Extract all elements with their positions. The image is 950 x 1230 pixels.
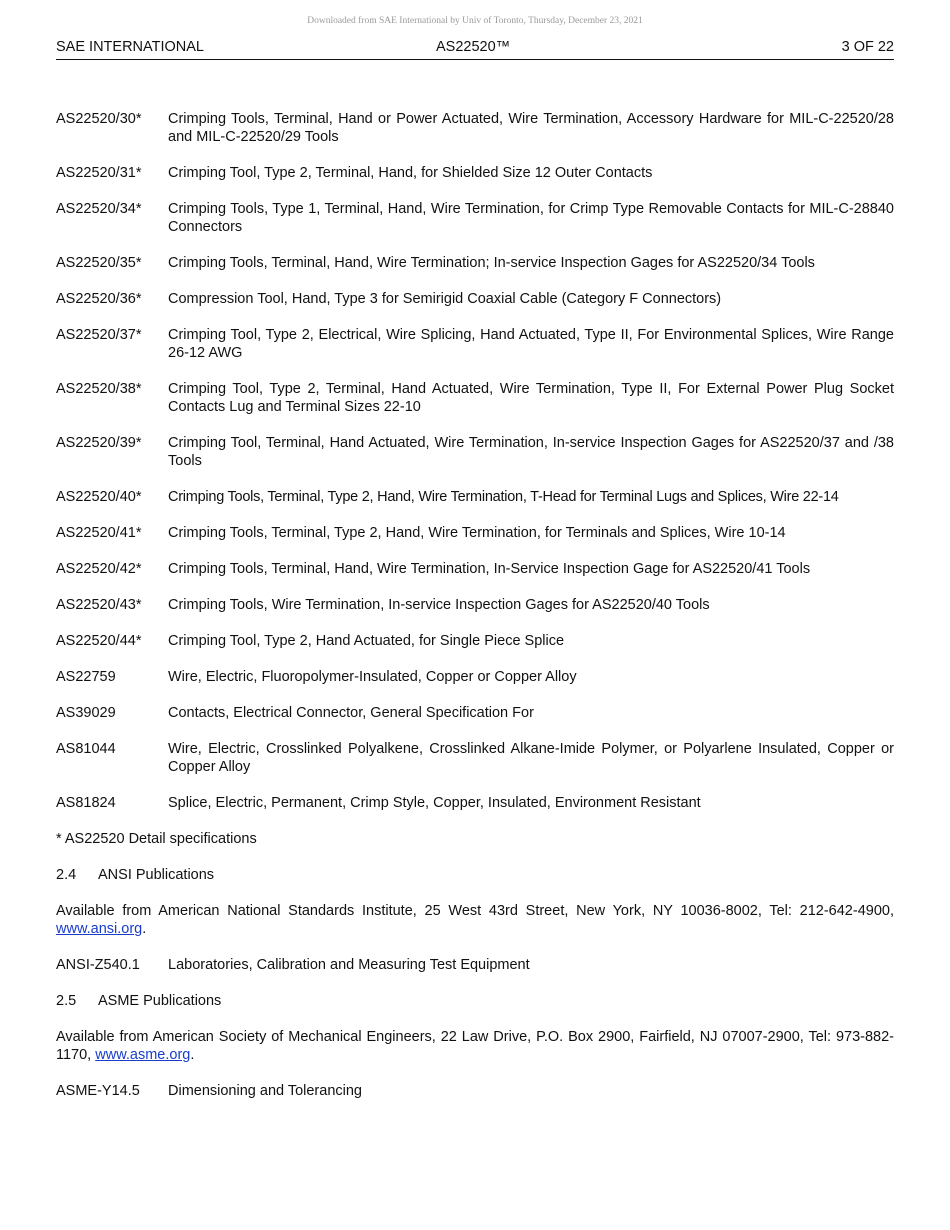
- reference-item: [56, 164, 894, 182]
- asme-suffix: .: [190, 1047, 195, 1063]
- reference-title: Dimensioning and Tolerancing: [168, 1083, 362, 1099]
- reference-code: AS22520/39*: [56, 435, 142, 451]
- reference-code: AS22520/37*: [56, 327, 142, 343]
- reference-title: Wire, Electric, Crosslinked Polyalkene, Crosslinked Alkane-Imide Polymer, or Polyarlene Insulated, Copper or Copper Alloy: [168, 741, 894, 775]
- reference-item: [56, 740, 894, 776]
- section-number: 2.4: [56, 867, 77, 883]
- reference-item: [56, 596, 894, 614]
- header-publisher: SAE INTERNATIONAL: [56, 39, 204, 55]
- asme-availability-text: Available from American Society of Mechanical Engineers, 22 Law Drive, P.O. Box 2900, Fairfield, NJ 07007-2900, Tel: 973-882-1170,: [56, 1029, 894, 1063]
- asme-link[interactable]: www.asme.org: [95, 1047, 191, 1063]
- header-document-number: AS22520™: [436, 39, 511, 55]
- reference-code: AS39029: [56, 705, 116, 721]
- ansi-suffix: .: [142, 921, 147, 937]
- section-title: ASME Publications: [98, 993, 222, 1009]
- reference-item: [56, 380, 894, 416]
- reference-item: [56, 668, 894, 686]
- reference-title: Laboratories, Calibration and Measuring Test Equipment: [168, 957, 530, 973]
- reference-title: Crimping Tools, Terminal, Type 2, Hand, Wire Termination, for Terminals and Splices, Wire 10-14: [168, 525, 786, 541]
- reference-item: [56, 524, 894, 542]
- reference-code: AS22520/42*: [56, 561, 142, 577]
- reference-title: Crimping Tool, Type 2, Terminal, Hand Actuated, Wire Termination, Type II, For External Power Plug Socket Contacts Lug and Terminal Sizes 22-10: [168, 381, 894, 415]
- ansi-availability-text: Available from American National Standards Institute, 25 West 43rd Street, New York, NY 10036-8002, Tel: 212-642-4900,: [56, 903, 894, 919]
- footnote: * AS22520 Detail specifications: [56, 831, 257, 847]
- section-number: 2.5: [56, 993, 77, 1009]
- reference-title: Crimping Tools, Terminal, Hand or Power Actuated, Wire Termination, Accessory Hardware for MIL-C-22520/28 and MIL-C-22520/29 Tools: [168, 111, 894, 145]
- reference-item: [56, 488, 894, 506]
- reference-code: AS22520/38*: [56, 381, 142, 397]
- reference-code: AS22520/34*: [56, 201, 142, 217]
- reference-code: AS22520/41*: [56, 525, 142, 541]
- reference-item: [56, 794, 894, 812]
- section-heading-ansi: [56, 866, 894, 884]
- reference-item: [56, 632, 894, 650]
- reference-item: [56, 254, 894, 272]
- reference-title: Crimping Tools, Terminal, Hand, Wire Termination; In-service Inspection Gages for AS22520/34 Tools: [168, 255, 815, 271]
- reference-item: [56, 200, 894, 236]
- reference-item: [56, 434, 894, 470]
- reference-item: [56, 704, 894, 722]
- reference-code: AS22520/36*: [56, 291, 142, 307]
- reference-title: Contacts, Electrical Connector, General Specification For: [168, 705, 534, 721]
- reference-item: [56, 326, 894, 362]
- reference-code: AS22520/30*: [56, 111, 142, 127]
- page-header: [56, 39, 894, 60]
- section-heading-asme: [56, 992, 894, 1010]
- reference-code: AS22759: [56, 669, 116, 685]
- section-title: ANSI Publications: [98, 867, 215, 883]
- reference-item: [56, 560, 894, 578]
- reference-title: Crimping Tool, Type 2, Terminal, Hand, for Shielded Size 12 Outer Contacts: [168, 165, 653, 181]
- document-body: [56, 110, 894, 1118]
- reference-code: AS81044: [56, 741, 116, 757]
- reference-title: Splice, Electric, Permanent, Crimp Style, Copper, Insulated, Environment Resistant: [168, 795, 701, 811]
- reference-title: Crimping Tools, Type 1, Terminal, Hand, Wire Termination, for Crimp Type Removable Contacts for MIL-C-28840 Connectors: [168, 201, 894, 235]
- reference-code: AS22520/43*: [56, 597, 142, 613]
- reference-code: AS22520/44*: [56, 633, 142, 649]
- reference-code: AS22520/31*: [56, 165, 142, 181]
- reference-code: AS81824: [56, 795, 116, 811]
- reference-code: ANSI-Z540.1: [56, 957, 140, 973]
- reference-code: AS22520/35*: [56, 255, 142, 271]
- reference-code: ASME-Y14.5: [56, 1083, 140, 1099]
- ansi-availability: [56, 902, 894, 938]
- reference-title: Crimping Tool, Type 2, Hand Actuated, for Single Piece Splice: [168, 633, 565, 649]
- header-page-number: 3 OF 22: [841, 39, 894, 55]
- reference-item: [56, 290, 894, 308]
- reference-item: [56, 1082, 894, 1100]
- reference-title: Crimping Tools, Wire Termination, In-service Inspection Gages for AS22520/40 Tools: [168, 597, 710, 613]
- reference-title: Compression Tool, Hand, Type 3 for Semirigid Coaxial Cable (Category F Connectors): [168, 291, 722, 307]
- reference-title: Crimping Tool, Type 2, Electrical, Wire Splicing, Hand Actuated, Type II, For Environmental Splices, Wire Range 26-12 AWG: [168, 327, 894, 361]
- reference-title: Crimping Tool, Terminal, Hand Actuated, Wire Termination, In-service Inspection Gages for AS22520/37 and /38 Tools: [168, 435, 894, 469]
- ansi-link[interactable]: www.ansi.org: [56, 921, 143, 937]
- reference-code: AS22520/40*: [56, 489, 142, 505]
- reference-title: Wire, Electric, Fluoropolymer-Insulated, Copper or Copper Alloy: [168, 669, 577, 685]
- asme-availability: [56, 1028, 894, 1064]
- reference-title: Crimping Tools, Terminal, Hand, Wire Termination, In-Service Inspection Gage for AS22520/41 Tools: [168, 561, 811, 577]
- reference-title: Crimping Tools, Terminal, Type 2, Hand, Wire Termination, T-Head for Terminal Lugs and Splices, Wire 22-14: [168, 489, 839, 505]
- reference-item: [56, 110, 894, 146]
- reference-list: [56, 110, 894, 812]
- reference-item: [56, 956, 894, 974]
- download-watermark: Downloaded from SAE International by Univ of Toronto, Thursday, December 23, 2021: [307, 16, 643, 26]
